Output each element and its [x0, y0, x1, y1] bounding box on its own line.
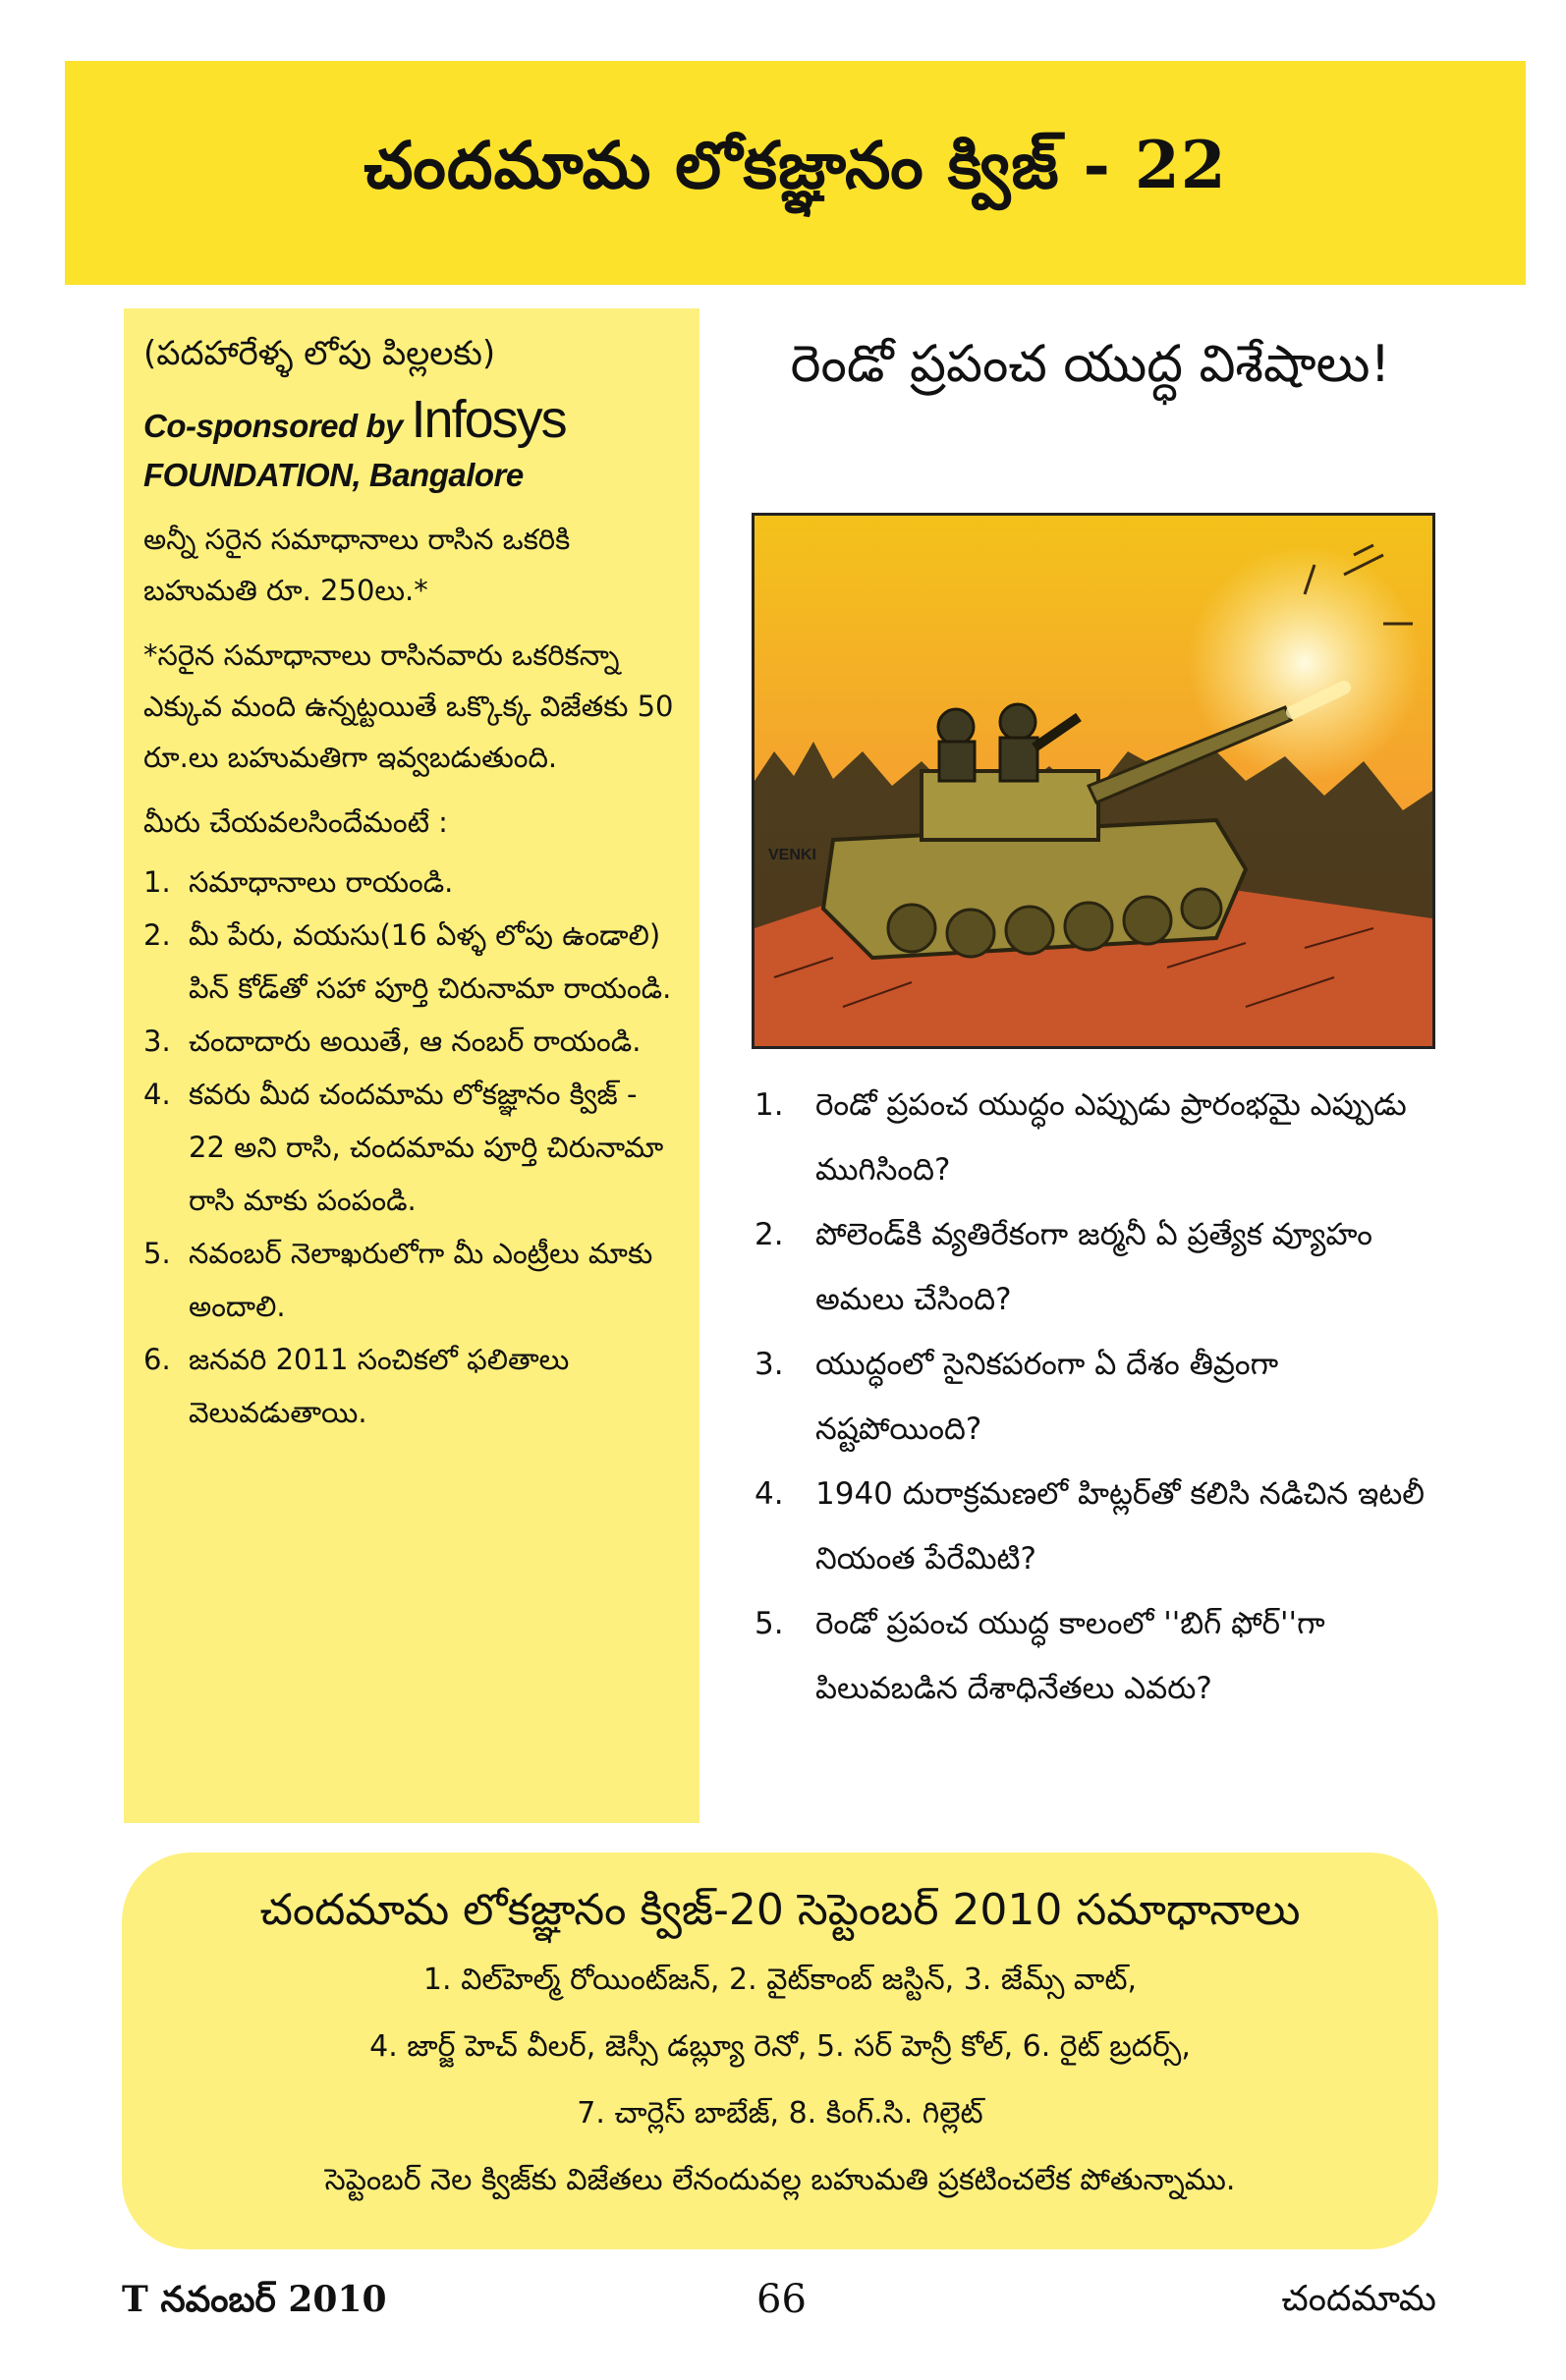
cosponsor-prefix: Co-sponsored by [143, 408, 403, 444]
page-title: చందమామ లోకజ్ఞానం క్విజ్ - 22 [364, 127, 1227, 203]
age-note: (పదహారేళ్ళ లోపు పిల్లలకు) [143, 334, 496, 373]
list-item: 4. కవరు మీద చందమామ లోకజ్ఞానం క్విజ్ - 22 అని రాసి, చందమామ పూర్తి చిరునామా రాసి మాకు పంపండి. [143, 1078, 664, 1217]
quiz-topic-heading: రెండో ప్రపంచ యుద్ధ విశేషాలు! [790, 335, 1391, 394]
list-item: 3. చందాదారు అయితే, ఆ నంబర్ రాయండి. [143, 1024, 642, 1058]
answers-title: చందమామ లోకజ్ఞానం క్విజ్-20 సెప్టెంబర్ 2010 సమాధానాలు [259, 1885, 1301, 1935]
cosponsor-line [143, 390, 678, 451]
tank-illustration [752, 513, 1435, 1049]
question-item: 1. రెండో ప్రపంచ యుద్ధం ఎప్పుడు ప్రారంభమై ఎప్పుడు ముగిసింది? [755, 1087, 1407, 1188]
answer-line: 7. చార్లెస్ బాబేజ్, 8. కింగ్.సి. గిల్లెట్ [577, 2096, 983, 2131]
tank-illustration-art [755, 516, 1432, 1046]
footer-magazine-name: చందమామ [1281, 2279, 1436, 2319]
artist-signature: VENKI [768, 847, 816, 863]
instruction-steps [143, 856, 678, 1439]
list-item: 5. నవంబర్ నెలాఖరులోగా మీ ఎంట్రీలు మాకు అందాలి. [143, 1237, 653, 1323]
winners-note: *సరైన సమాధానాలు రాసినవారు ఒకరికన్నా ఎక్కువ మంది ఉన్నట్టయితే ఒక్కొక్క విజేతకు 50 రూ.లు బహుమతిగా ఇవ్వబడుతుంది. [143, 638, 674, 774]
rules-panel [124, 308, 699, 1823]
answer-line: 1. విల్‌హెల్మ్ రోయింట్‌జన్, 2. వైట్‌కాంబ్ జస్టిన్, 3. జేమ్స్ వాట్, [422, 1963, 1138, 1997]
question-item: 5. రెండో ప్రపంచ యుద్ధ కాలంలో ''బిగ్ ఫోర్''గా పిలువబడిన దేశాధినేతలు ఎవరు? [755, 1606, 1325, 1706]
answer-line: 4. జార్జ్ హెచ్ వీలర్, జెస్సీ డబ్ల్యూ రెనో, 5. సర్ హెన్రీ కోల్, 6. రైట్ బ్రదర్స్, [369, 2029, 1191, 2064]
list-item: 2. మీ పేరు, వయసు(16 ఏళ్ళ లోపు ఉండాలి) పిన్ కోడ్‌తో సహా పూర్తి చిరునామా రాయండి. [143, 918, 672, 1005]
list-item: 1. సమాధానాలు రాయండి. [143, 865, 454, 899]
answers-note: సెప్టెంబర్ నెల క్విజ్‌కు విజేతలు లేనందువల్ల బహుమతి ప్రకటించలేక పోతున్నాము. [324, 2163, 1236, 2197]
prize-text: అన్నీ సరైన సమాధానాలు రాసిన ఒకరికి బహుమతి రూ. 250లు.* [143, 523, 571, 607]
title-banner [65, 61, 1526, 285]
question-item: 2. పోలెండ్‌కి వ్యతిరేకంగా జర్మనీ ఏ ప్రత్యేక వ్యూహం అమలు చేసింది? [755, 1217, 1372, 1317]
question-item: 3. యుద్ధంలో సైనికపరంగా ఏ దేశం తీవ్రంగా నష్టపోయింది? [755, 1347, 1279, 1447]
previous-answers-panel [122, 1853, 1438, 2249]
infosys-logo: Infosys [411, 390, 566, 449]
instructions-heading: మీరు చేయవలసిందేమంటే : [143, 805, 448, 839]
page-number: 66 [756, 2277, 807, 2322]
question-item: 4. 1940 దురాక్రమణలో హిట్లర్‌తో కలిసి నడిచిన ఇటలీ నియంత పేరేమిటి? [755, 1476, 1426, 1577]
list-item: 6. జనవరి 2011 సంచికలో ఫలితాలు వెలువడుతాయి. [143, 1343, 570, 1429]
quiz-questions [755, 1073, 1454, 1721]
footer-issue-date: T నవంబర్ 2010 [122, 2279, 387, 2320]
foundation-line: FOUNDATION, Bangalore [143, 457, 524, 493]
